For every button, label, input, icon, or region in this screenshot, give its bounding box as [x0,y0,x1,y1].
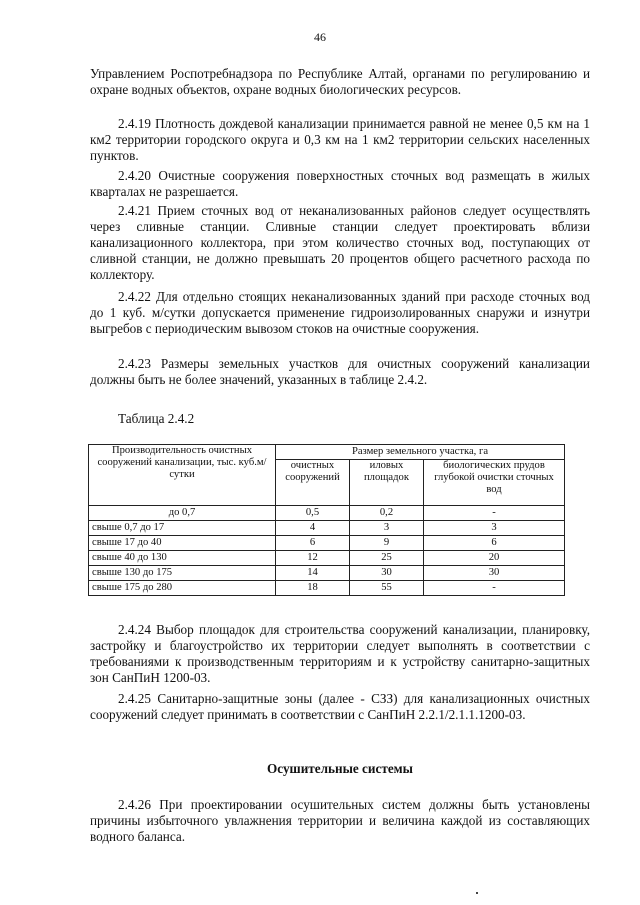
cell-treatment: 6 [276,536,350,551]
paragraph-2-4-20: 2.4.20 Очистные сооружения поверхностных сточных вод размещать в жилых кварталах не разрешается. [90,168,590,199]
paragraph-2-4-25: 2.4.25 Санитарно-защитные зоны (далее - СЗЗ) для канализационных очистных сооружений следует принимать в соответствии с СанПиН 2.2.1/2.1.1.1200-03. [90,691,590,722]
table-row [89,506,565,521]
subheader-treatment: очистных сооружений [276,460,350,506]
scan-speck [476,892,478,894]
cell-sludge: 25 [350,551,424,566]
header-area: Размер земельного участка, га [276,445,565,460]
subheader-ponds: биологических прудов глубокой очистки сточных вод [424,460,565,506]
cell-sludge: 3 [350,521,424,536]
cell-ponds: 6 [424,536,565,551]
cell-ponds: 3 [424,521,565,536]
section-heading: Осушительные системы [267,761,413,776]
paragraph-continuation: Управлением Роспотребнадзора по Республике Алтай, органами по регулированию и охране водных объектов, охране водных биологических ресурсов. [90,66,590,97]
cell-sludge: 55 [350,581,424,596]
cell-capacity: до 0,7 [89,506,276,521]
paragraph-2-4-19: 2.4.19 Плотность дождевой канализации принимается равной не менее 0,5 км на 1 км2 территории городского округа и 0,3 км на 1 км2 территории сельских населенных пунктов. [90,116,590,163]
cell-sludge: 0,2 [350,506,424,521]
cell-ponds: - [424,506,565,521]
table-caption: Таблица 2.4.2 [118,411,195,426]
cell-treatment: 14 [276,566,350,581]
cell-sludge: 9 [350,536,424,551]
cell-sludge: 30 [350,566,424,581]
land-size-table [88,444,565,596]
table-row [89,521,565,536]
table-header-row [89,445,565,460]
paragraph-2-4-26: 2.4.26 При проектировании осушительных систем должны быть установлены причины избыточного увлажнения территории и величина каждой из составляющих водного баланса. [90,797,590,844]
paragraph-2-4-21: 2.4.21 Прием сточных вод от неканализованных районов следует осуществлять через сливные станции. Сливные станции следует проектировать вблизи канализационного коллектора, при этом количество сточных вод, поступающих от сливной станции, не должно превышать 20 процентов общего расчетного расхода по коллектору. [90,203,590,282]
cell-capacity: свыше 0,7 до 17 [89,521,276,536]
paragraph-2-4-24: 2.4.24 Выбор площадок для строительства сооружений канализации, планировку, застройку и благоустройство их территории следует выполнять в соответствии с требованиями к производственным территориям и к устройству санитарно-защитных зон СанПиН 1200-03. [90,622,590,685]
table-row [89,536,565,551]
subheader-sludge: иловых площадок [350,460,424,506]
cell-treatment: 18 [276,581,350,596]
cell-treatment: 12 [276,551,350,566]
cell-capacity: свыше 17 до 40 [89,536,276,551]
table-row [89,581,565,596]
table-row [89,566,565,581]
paragraph-2-4-22: 2.4.22 Для отдельно стоящих неканализованных зданий при расходе сточных вод до 1 куб. м/сутки допускается применение гидроизолированных снаружи и изнутри выгребов с периодическим вывозом стоков на очистные сооружения. [90,289,590,336]
paragraph-2-4-23: 2.4.23 Размеры земельных участков для очистных сооружений канализации должны быть не более значений, указанных в таблице 2.4.2. [90,356,590,387]
page-number: 46 [314,30,326,44]
cell-capacity: свыше 130 до 175 [89,566,276,581]
cell-treatment: 4 [276,521,350,536]
cell-treatment: 0,5 [276,506,350,521]
cell-ponds: - [424,581,565,596]
cell-ponds: 30 [424,566,565,581]
cell-capacity: свыше 40 до 130 [89,551,276,566]
header-capacity: Производительность очистных сооружений канализации, тыс. куб.м/сутки [89,445,276,506]
cell-capacity: свыше 175 до 280 [89,581,276,596]
cell-ponds: 20 [424,551,565,566]
table-row [89,551,565,566]
